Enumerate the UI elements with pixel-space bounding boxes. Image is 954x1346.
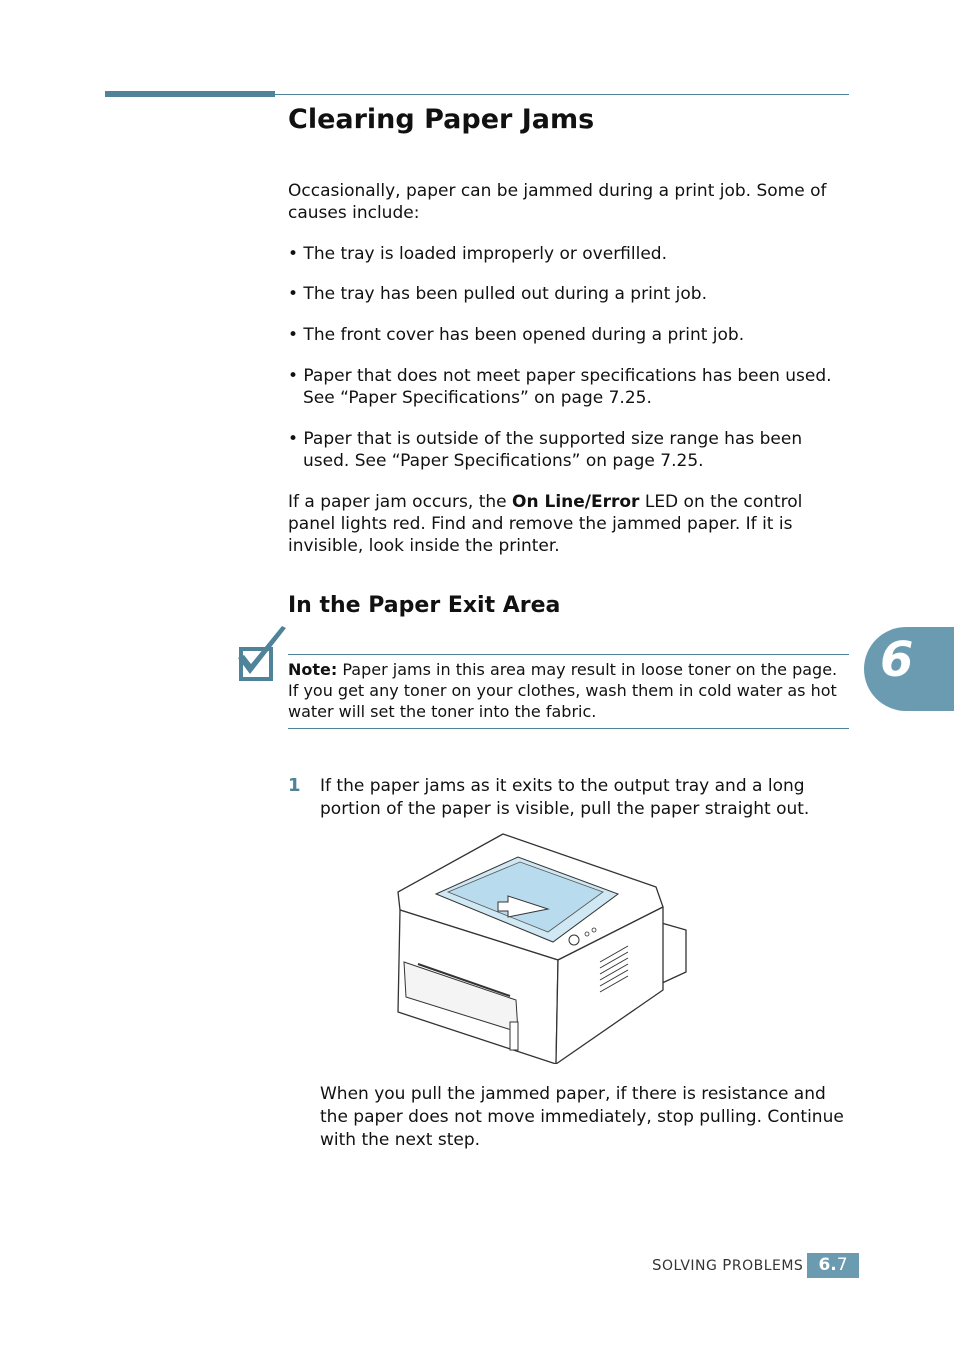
step-text: If the paper jams as it exits to the output tray and a long portion of the paper is visible, pull the paper straight out. (320, 776, 810, 819)
bullet-item: • Paper that is outside of the supported size range has been used. See “Paper Specifications” on page 7.25. (288, 429, 803, 471)
step-followup: When you pull the jammed paper, if there is resistance and the paper does not move immediately, stop pulling. Continue with the next step. (320, 1084, 844, 1150)
led-name: On Line/Error (512, 492, 640, 512)
chapter-number: 6 (880, 632, 914, 688)
note-body: Paper jams in this area may result in loose toner on the page. If you get any toner on your clothes, wash them in cold water as hot water will set the toner into the fabric. (288, 660, 838, 721)
note-rule-top (288, 654, 849, 655)
note-paragraph (288, 659, 848, 722)
bullet-item: • Paper that does not meet paper specifications has been used. See “Paper Specifications” on page 7.25. (288, 366, 832, 408)
bullet-item: • The tray is loaded improperly or overfilled. (288, 244, 667, 264)
note-label: Note: (288, 660, 338, 679)
jam-paragraph (288, 491, 853, 557)
step-number: 1 (288, 775, 301, 796)
page-title: Clearing Paper Jams (288, 104, 595, 135)
section-subtitle: In the Paper Exit Area (288, 593, 561, 618)
header-rule-thick (105, 91, 275, 97)
footer-section-label: SOLVING PROBLEMS (652, 1256, 804, 1274)
footer-page-number: 6.7 (807, 1253, 859, 1278)
intro-paragraph: Occasionally, paper can be jammed during a print job. Some of causes include: (288, 181, 827, 223)
printer-illustration (388, 832, 688, 1064)
header-rule-thin (275, 94, 849, 95)
checkmark-note-icon (236, 624, 288, 688)
bullet-item: • The tray has been pulled out during a print job. (288, 284, 707, 304)
jam-text-after: LED on the control panel lights red. Find and remove the jammed paper. If it is invisible, look inside the printer. (288, 492, 803, 556)
bullet-item: • The front cover has been opened during a print job. (288, 325, 745, 345)
note-rule-bottom (288, 728, 849, 729)
jam-text-before: If a paper jam occurs, the (288, 492, 513, 512)
